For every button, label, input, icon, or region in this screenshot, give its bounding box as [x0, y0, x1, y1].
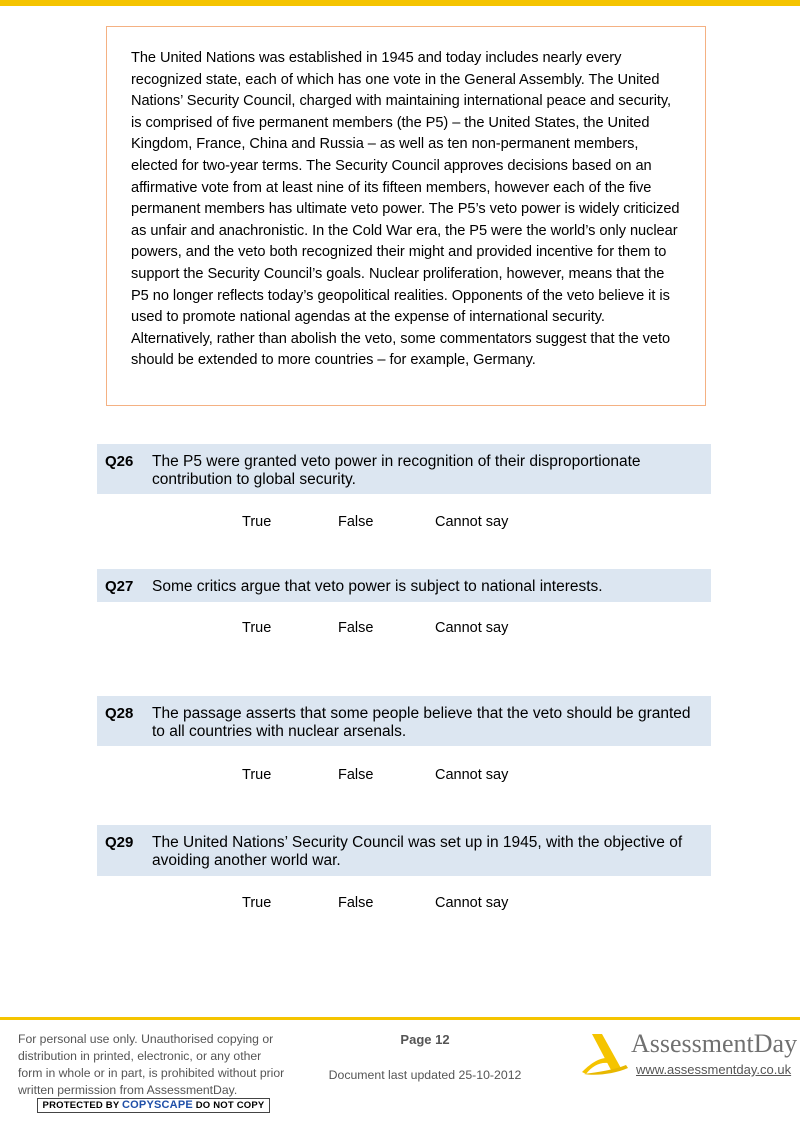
question-number: Q27: [105, 578, 134, 595]
answer-cannot-say[interactable]: Cannot say: [435, 620, 509, 636]
question-text: The passage asserts that some people believe that the veto should be granted to all countries with nuclear arsenals.: [152, 705, 691, 740]
passage-box: [106, 26, 706, 406]
copyscape-badge[interactable]: [37, 1098, 270, 1113]
last-updated: Document last updated 25-10-2012: [328, 1068, 522, 1082]
brand-url-link[interactable]: www.assessmentday.co.uk: [636, 1062, 792, 1077]
copyscape-post: DO NOT COPY: [195, 1100, 265, 1111]
page-number: Page 12: [400, 1032, 450, 1047]
answer-false[interactable]: False: [338, 767, 374, 783]
assessmentday-logo-icon: [578, 1030, 632, 1076]
footer-divider: [0, 1017, 800, 1020]
question-text: The United Nations’ Security Council was set up in 1945, with the objective of avoiding another world war.: [152, 834, 683, 869]
answer-false[interactable]: False: [338, 514, 374, 530]
copyscape-pre: PROTECTED BY: [42, 1100, 120, 1111]
question-number: Q26: [105, 453, 134, 470]
top-accent-bar: [0, 0, 800, 6]
question-text: Some critics argue that veto power is subject to national interests.: [152, 578, 603, 595]
question-q29: [97, 825, 711, 876]
answer-options-q26: [0, 514, 800, 532]
passage-text: The United Nations was established in 1945 and today includes nearly every recognized state, each of which has one vote in the General Assembly. The United Nations’ Security Council, charged with maintaining international peace and security, is comprised of five permanent members (the P5) – the United States, the United Kingdom, France, China and Russia – as well as ten non-permanent members, elected for two-year terms. The Security Council approves decisions based on an affirmative vote from at least nine of its fifteen members, however each of the five permanent members has ultimate veto power. The P5’s veto power is widely criticized as unfair and anachronistic. In the Cold War era, the P5 were the world’s only nuclear powers, and the veto both recognized their might and provided incentive for them to support the Security Council’s goals. Nuclear proliferation, however, means that the P5 no longer reflects today’s geopolitical realities. Opponents of the veto believe it is used to promote national agendas at the expense of international security. Alternatively, rather than abolish the veto, some commentators suggest that the veto should be extended to more countries – for example, Germany.: [131, 50, 680, 369]
question-q27: [97, 569, 711, 602]
answer-true[interactable]: True: [242, 514, 272, 530]
answer-options-q27: [0, 620, 800, 638]
answer-cannot-say[interactable]: Cannot say: [435, 514, 509, 530]
question-text: The P5 were granted veto power in recognition of their disproportionate contribution to global security.: [152, 453, 641, 488]
answer-true[interactable]: True: [242, 620, 272, 636]
question-q26: [97, 444, 711, 494]
answer-cannot-say[interactable]: Cannot say: [435, 767, 509, 783]
answer-false[interactable]: False: [338, 895, 374, 911]
answer-cannot-say[interactable]: Cannot say: [435, 895, 509, 911]
answer-true[interactable]: True: [242, 767, 272, 783]
footer-legal-notice: For personal use only. Unauthorised copying or distribution in printed, electronic, or any other form in whole or in part, is prohibited without prior written permission from AssessmentDay.: [18, 1032, 285, 1097]
brand-name: AssessmentDay: [631, 1029, 798, 1058]
question-number: Q28: [105, 705, 134, 722]
answer-options-q29: [0, 895, 800, 913]
answer-true[interactable]: True: [242, 895, 272, 911]
copyscape-brand: COPYSCAPE: [122, 1099, 193, 1111]
question-number: Q29: [105, 834, 134, 851]
answer-false[interactable]: False: [338, 620, 374, 636]
question-q28: [97, 696, 711, 746]
answer-options-q28: [0, 767, 800, 785]
